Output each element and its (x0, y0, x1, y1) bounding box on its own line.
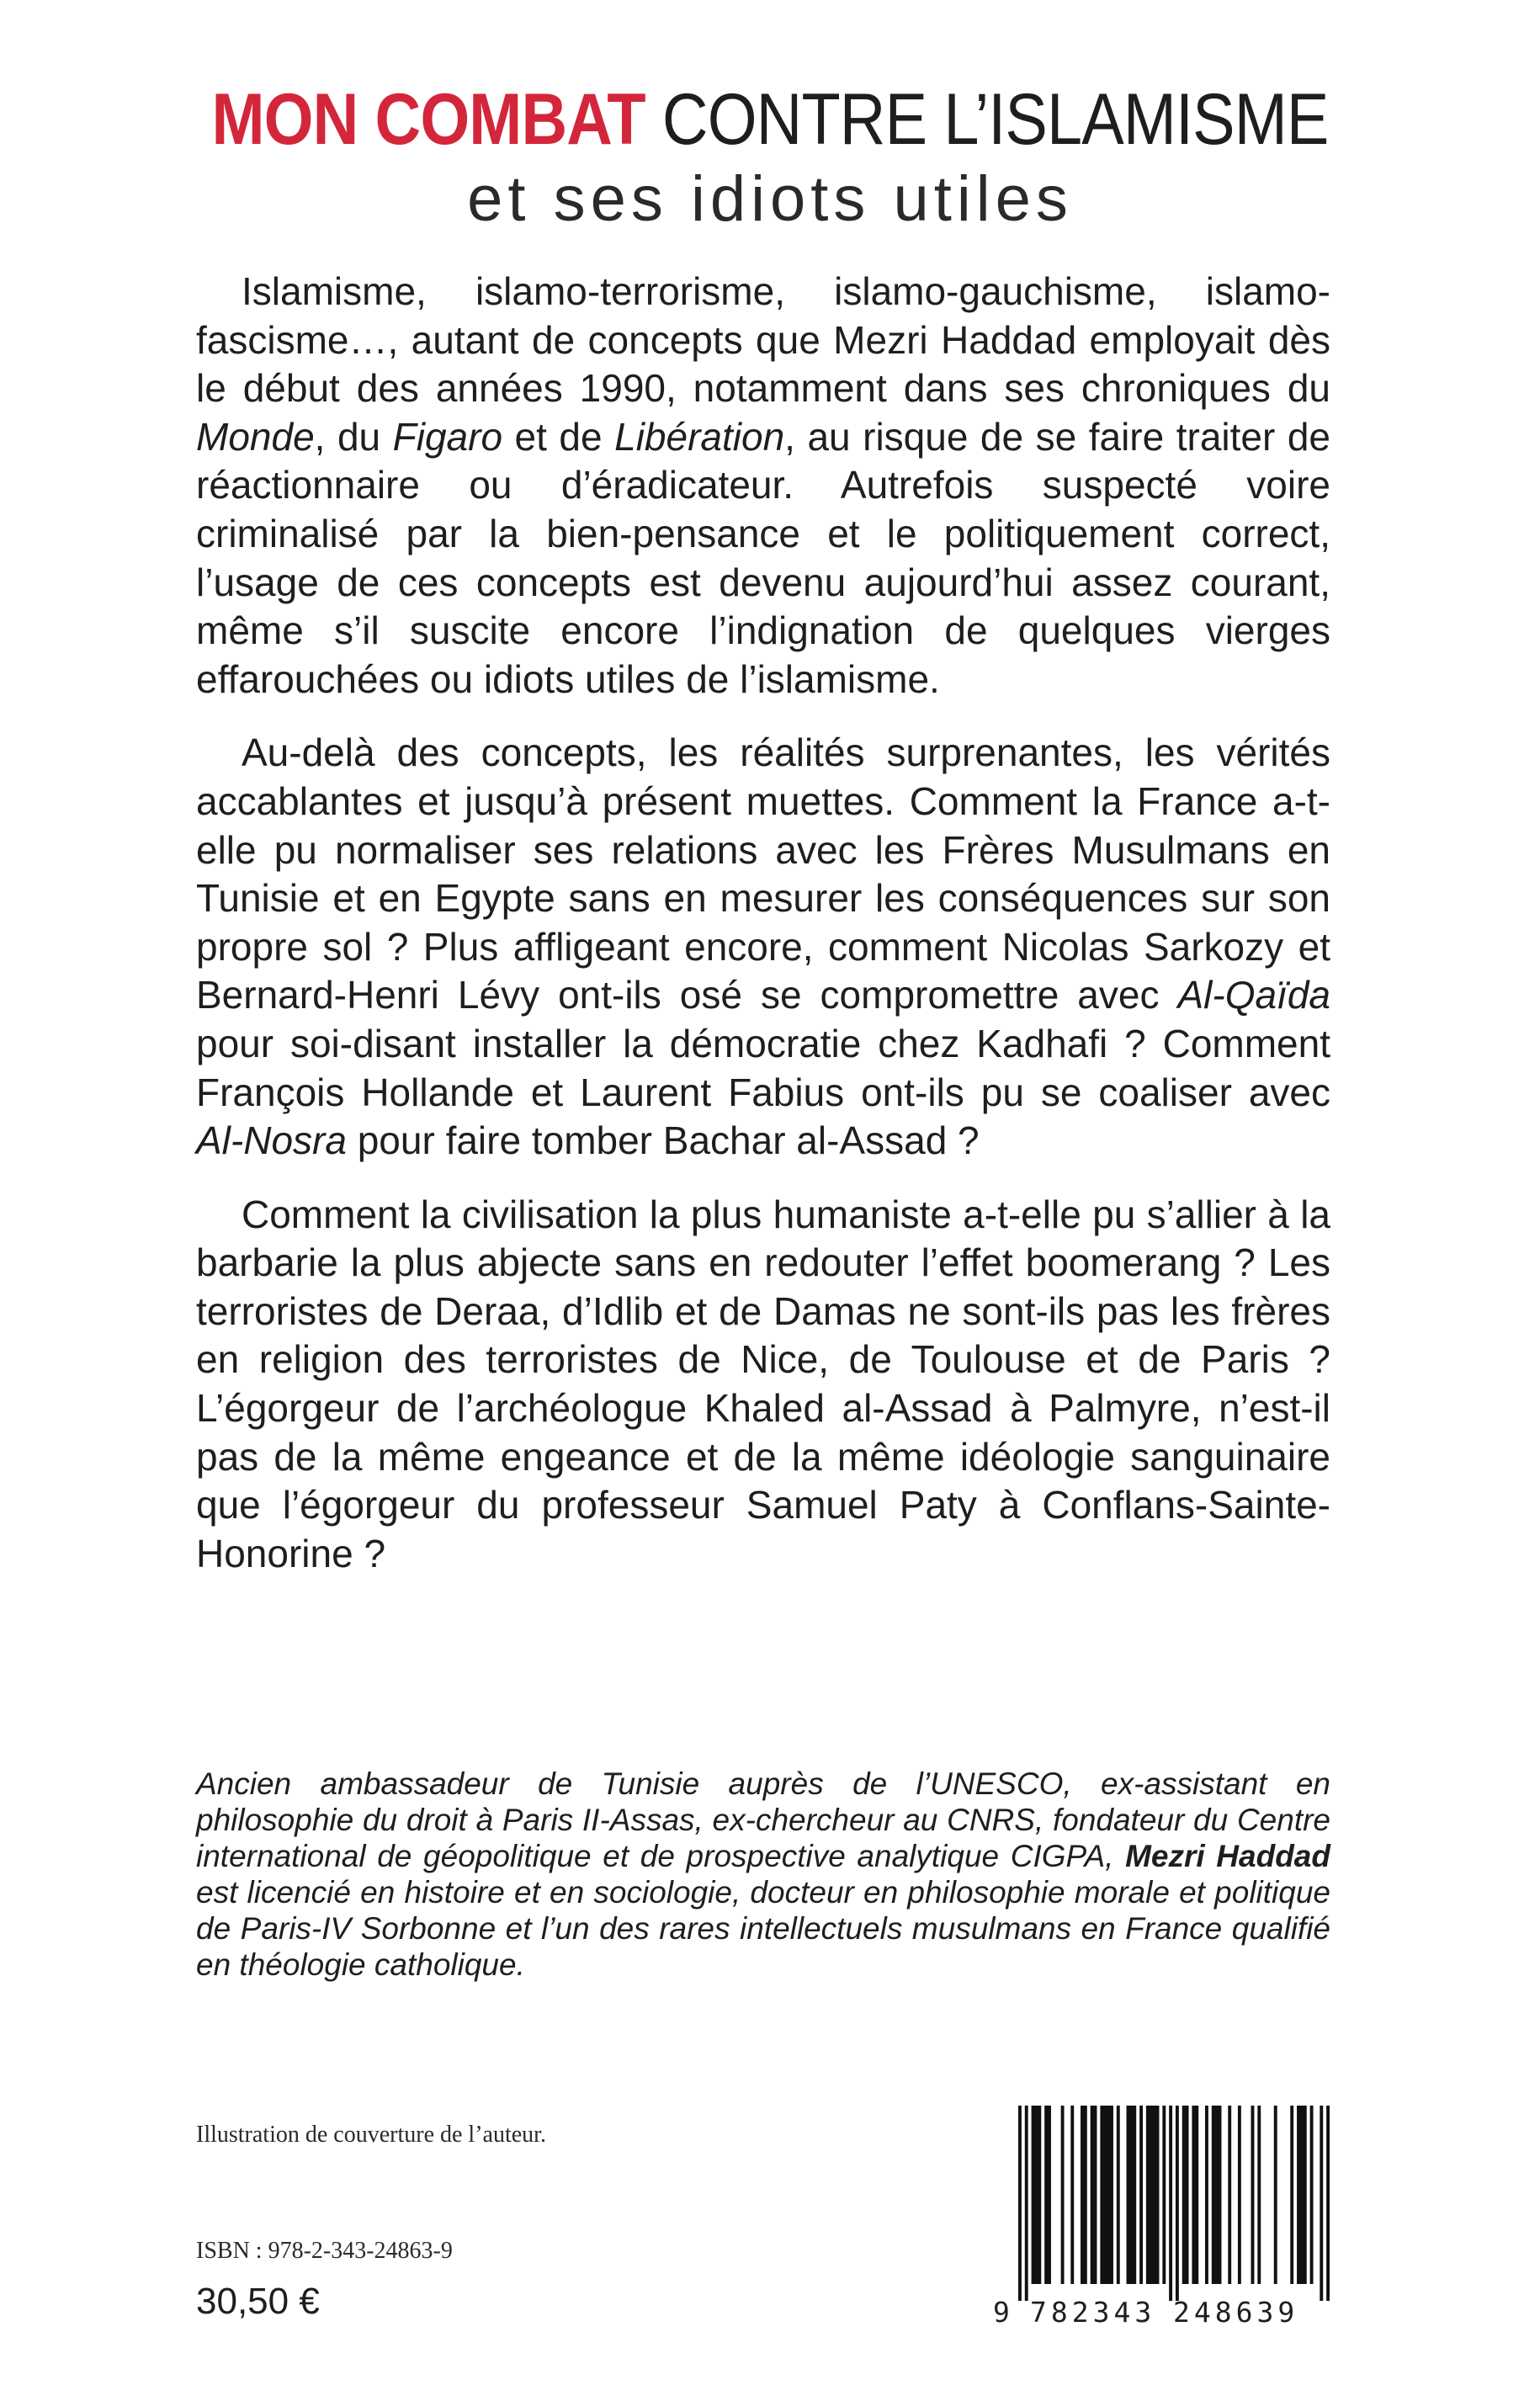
barcode-guard-bar (1025, 2106, 1028, 2301)
title-highlight: MON COMBAT (211, 79, 645, 160)
book-subtitle: et ses idiots utiles (467, 163, 1073, 235)
barcode-guard-bar (1169, 2106, 1172, 2301)
blurb-paragraph-3: Comment la civilisation la plus humaniste a-t-elle pu s’allier à la barbarie la plus abjecte sans en redouter l’effet boomerang ? Les terroristes de Deraa, d’Idlib et de Damas ne sont-ils pas les frères en religion des terroristes de Nice, de Toulouse et de Paris ? L’égorgeur de l’archéologue Khaled al-Assad à Palmyre, n’est-il pas de la même engeance et de la même idéologie sanguinaire que l’égorgeur du professeur Samuel Paty à Conflans-Sainte-Honorine ? (196, 1192, 1330, 1575)
barcode-bars (1018, 2106, 1330, 2301)
illustration-credit: Illustration de couverture de l’auteur. (196, 2122, 546, 2148)
barcode-bar (1251, 2106, 1255, 2284)
barcode-bar (1081, 2106, 1087, 2284)
italic-figaro: Figaro (392, 414, 503, 459)
author-bio: Ancien ambassadeur de Tunisie auprès de l’UNESCO, ex-assistant en philosophie du droit à Paris II-Assas, ex-chercheur au CNRS, fondateur du Centre international de géopolitique et de prospective analytique CIGPA, Mezri Haddad est licencié en histoire et en sociologie, docteur en philosophie morale et politique de Paris-IV Sorbonne et l’un des rares intellectuels musulmans en France qualifié en théologie catholique. (196, 1766, 1330, 1982)
barcode-bar (1044, 2106, 1051, 2284)
barcode-bar (1117, 2106, 1120, 2284)
barcode-bar (1228, 2106, 1231, 2284)
barcode-bar (1192, 2106, 1198, 2284)
barcode-bar (1274, 2106, 1277, 2284)
barcode-digits-right: 248639 (1173, 2296, 1299, 2329)
blurb-paragraph-2: Au-delà des concepts, les réalités surprenantes, les vérités accablantes et jusqu’à présent muettes. Comment la France a-t-elle pu normaliser ses relations avec les Frères Musulmans en Tunisie et en Egypte sans en mesurer les conséquences sur son propre sol ? Plus affligeant encore, comment Nicolas Sarkozy et Bernard-Henri Lévy ont-ils osé se compromettre avec Al-Qaïda pour soi-disant installer la démocratie chez Kadhafi ? Comment François Hollande et Laurent Fabius ont-ils pu se coaliser avec Al-Nosra pour faire tomber Bachar al-Assad ? (196, 730, 1330, 1163)
barcode-bar (1297, 2106, 1307, 2284)
barcode-bar (1290, 2106, 1293, 2284)
isbn-number: ISBN : 978-2-343-24863-9 (196, 2238, 453, 2264)
barcode-bar (1070, 2106, 1074, 2284)
barcode-bar (1310, 2106, 1314, 2284)
italic-liberation: Libération (614, 414, 785, 459)
barcode-bar (1257, 2106, 1261, 2284)
barcode-bar (1032, 2106, 1042, 2284)
italic-al-nosra: Al-Nosra (196, 1118, 347, 1163)
title-rest: CONTRE L’ISLAMISME (661, 79, 1329, 160)
barcode-digit-first: 9 (993, 2296, 1010, 2329)
barcode-digits-left: 782343 (1030, 2296, 1156, 2329)
barcode (993, 2106, 1330, 2329)
barcode-bar (1146, 2106, 1160, 2284)
barcode-bar (1091, 2106, 1097, 2284)
book-price: 30,50 € (196, 2281, 320, 2322)
barcode-digits (993, 2297, 1330, 2328)
book-title (93, 77, 1447, 162)
barcode-bar (1127, 2106, 1137, 2284)
barcode-bar (1061, 2106, 1065, 2284)
barcode-bar (1205, 2106, 1208, 2284)
barcode-bar (1238, 2106, 1241, 2284)
blurb-text (196, 268, 1330, 1578)
author-name: Mezri Haddad (1125, 1839, 1330, 1873)
italic-monde: Monde (196, 414, 315, 459)
barcode-bar (1139, 2106, 1143, 2284)
barcode-guard-bar (1176, 2106, 1179, 2301)
barcode-bar (1182, 2106, 1189, 2284)
barcode-bar (1212, 2106, 1222, 2284)
barcode-guard-bar (1018, 2106, 1022, 2301)
blurb-paragraph-1: Islamisme, islamo-terrorisme, islamo-gauchisme, islamo-fascisme…, autant de concepts que Mezri Haddad employait dès le début des années 1990, notamment dans ses chroniques du Monde, du Figaro et de Libération, au risque de se faire traiter de réactionnaire ou d’éradicateur. Autrefois suspecté voire criminalisé par la bien-pensance et le politiquement correct, l’usage de ces concepts est devenu aujourd’hui assez courant, même s’il suscite encore l’indignation de quelques vierges effarouchées ou idiots utiles de l’islamisme. (196, 269, 1330, 701)
barcode-guard-bar (1320, 2106, 1323, 2301)
barcode-bar (1162, 2106, 1166, 2284)
barcode-guard-bar (1326, 2106, 1330, 2301)
barcode-bar (1100, 2106, 1113, 2284)
italic-al-qaida: Al-Qaïda (1177, 973, 1330, 1017)
